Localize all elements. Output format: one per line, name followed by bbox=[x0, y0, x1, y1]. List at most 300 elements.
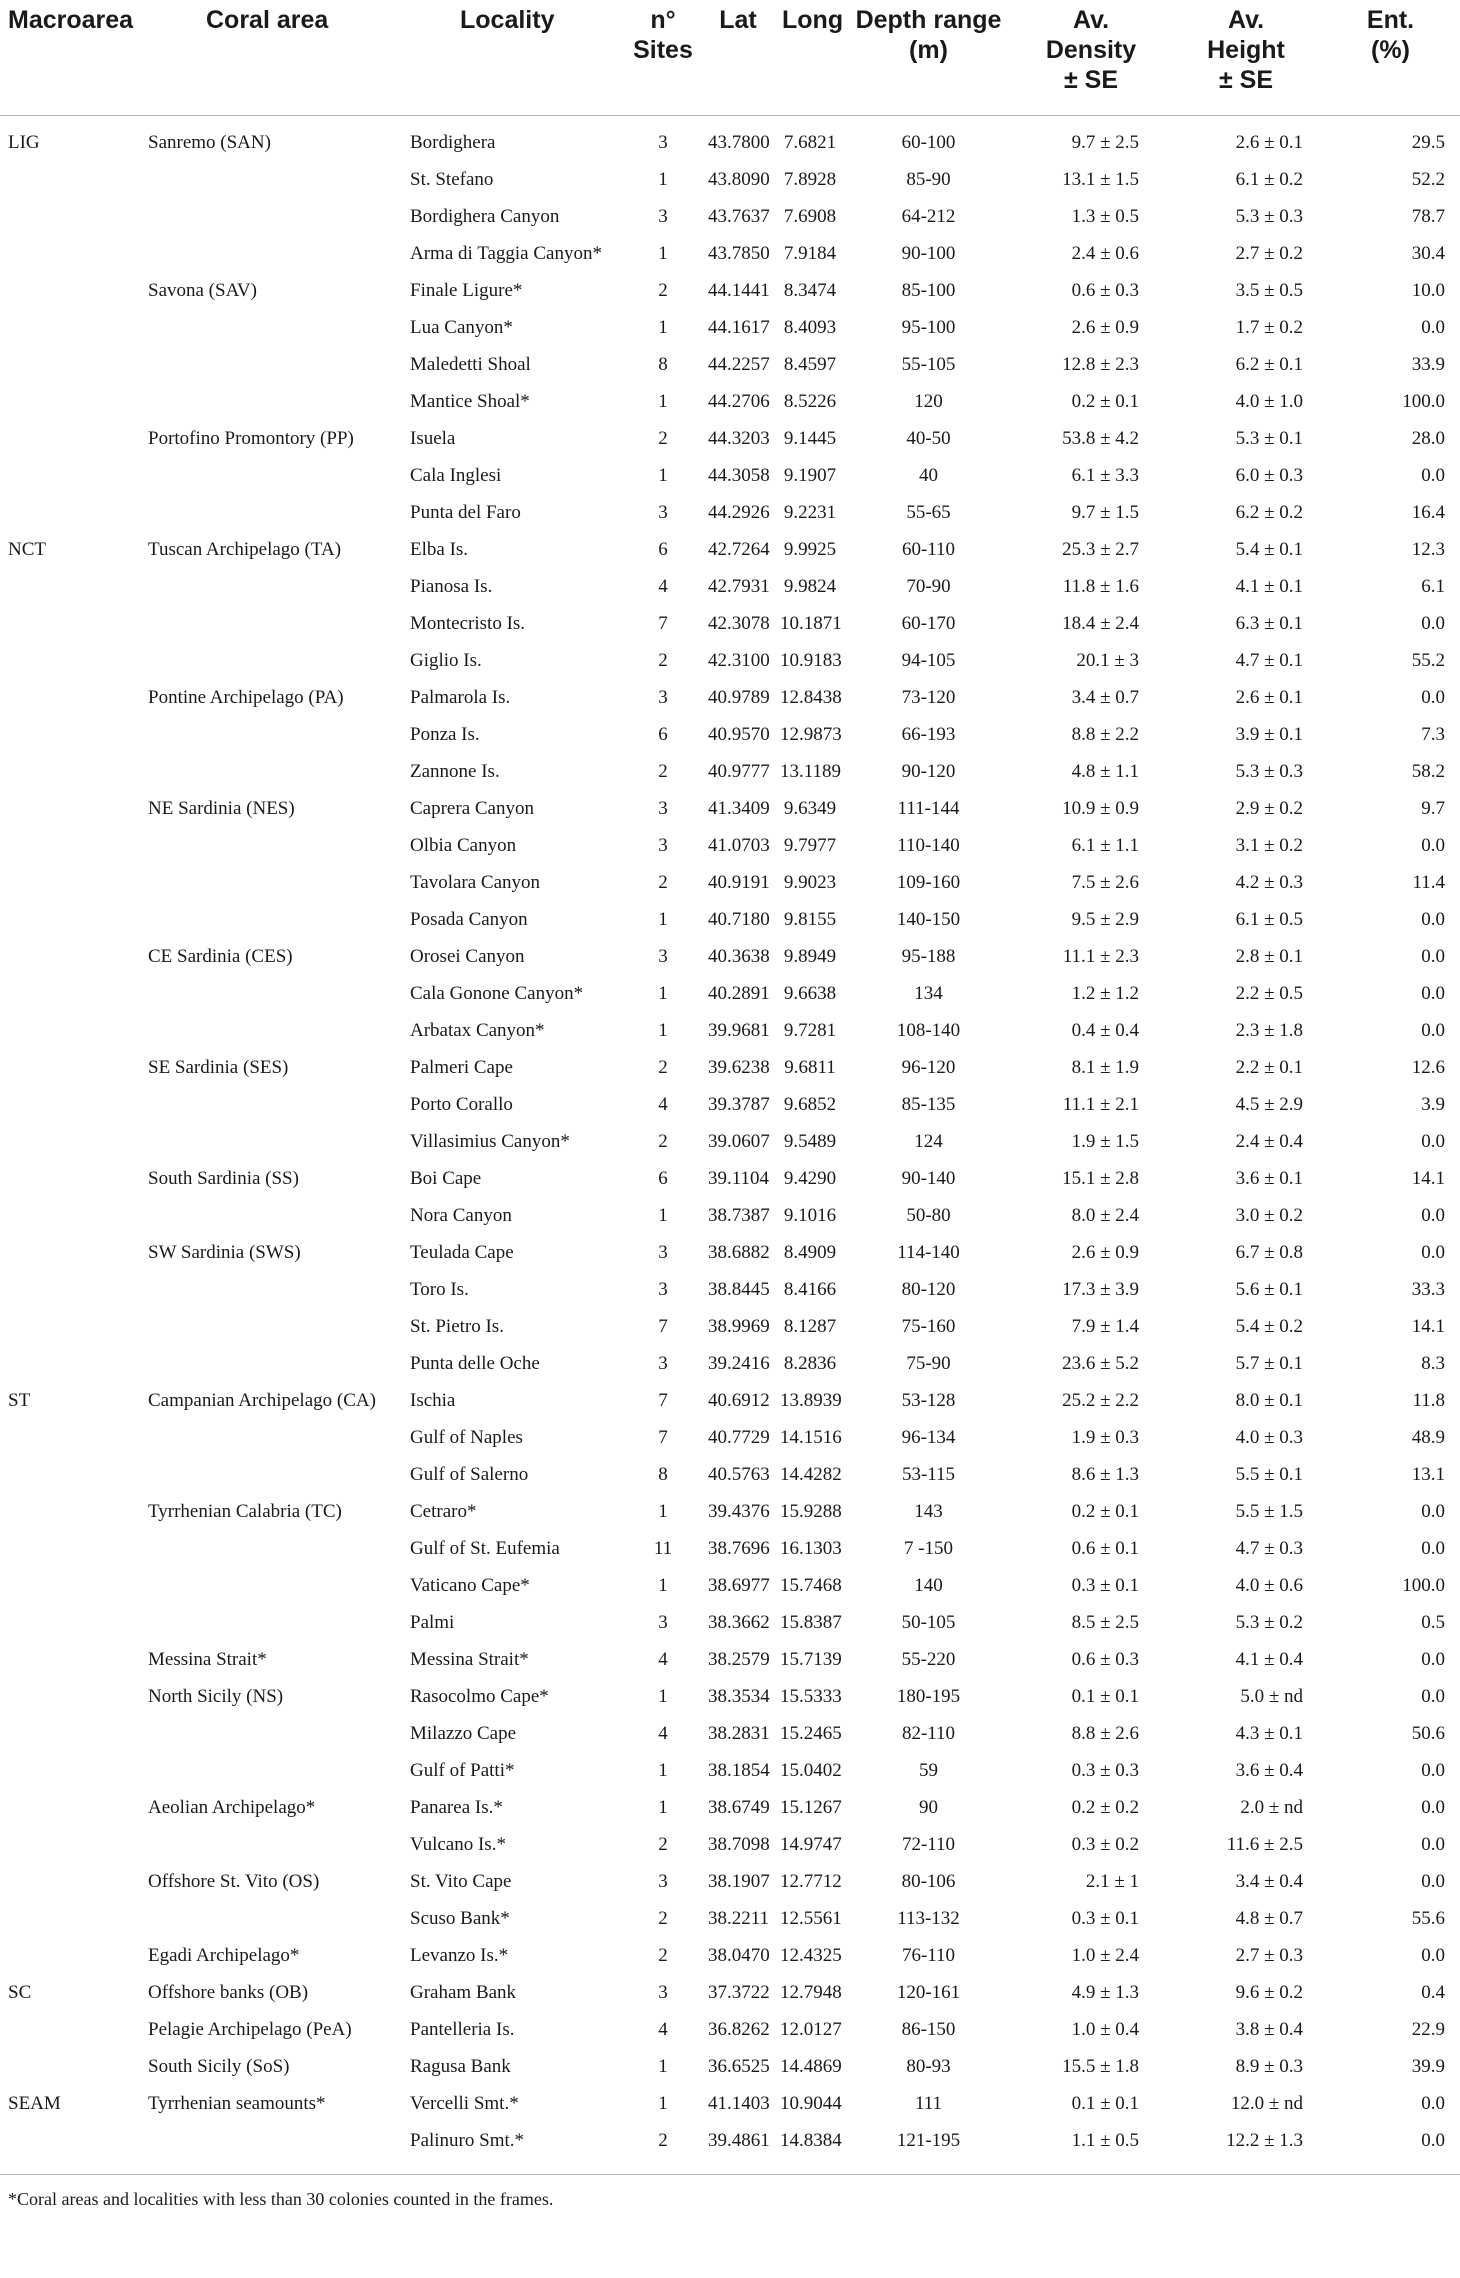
cell-depth-range: 80-93 bbox=[906, 2056, 951, 2077]
cell-locality: Arbatax Canyon* bbox=[410, 1020, 545, 1041]
cell-n-sites: 1 bbox=[658, 243, 668, 264]
cell-av-height: 6.1 ± 0.2 bbox=[1235, 169, 1303, 190]
cell-coral-area bbox=[140, 1197, 402, 1234]
cell-av-height: 4.7 ± 0.1 bbox=[1235, 650, 1303, 671]
cell-av-density: 9.7 ± 2.5 bbox=[1071, 132, 1139, 153]
cell-long: 8.1287 bbox=[783, 1316, 837, 1337]
table-row bbox=[0, 198, 1460, 235]
cell-n-sites: 3 bbox=[658, 1982, 668, 2003]
cell-long: 7.9184 bbox=[783, 243, 837, 264]
cell-coral-area bbox=[140, 1456, 402, 1493]
cell-long: 15.7468 bbox=[780, 1575, 842, 1596]
cell-long: 8.3474 bbox=[783, 280, 837, 301]
cell-ent: 22.9 bbox=[1411, 2019, 1445, 2040]
cell-coral-area bbox=[140, 568, 402, 605]
cell-long: 9.9824 bbox=[783, 576, 837, 597]
cell-macroarea: NCT bbox=[8, 539, 46, 560]
cell-macroarea bbox=[0, 272, 140, 309]
cell-macroarea bbox=[0, 494, 140, 531]
cell-macroarea bbox=[0, 1234, 140, 1271]
cell-av-height: 12.0 ± nd bbox=[1230, 2093, 1303, 2114]
cell-n-sites: 4 bbox=[658, 1649, 668, 1670]
cell-depth-range: 109-160 bbox=[896, 872, 961, 893]
cell-av-height: 5.4 ± 0.1 bbox=[1235, 539, 1303, 560]
cell-depth-range: 113-132 bbox=[897, 1908, 960, 1929]
cell-av-density: 8.6 ± 1.3 bbox=[1071, 1464, 1139, 1485]
cell-n-sites: 6 bbox=[658, 1168, 668, 1189]
cell-locality: Zannone Is. bbox=[410, 761, 500, 782]
cell-n-sites: 2 bbox=[658, 872, 668, 893]
cell-lat: 36.8262 bbox=[708, 2019, 770, 2040]
cell-coral-area bbox=[140, 975, 402, 1012]
cell-locality: Vulcano Is.* bbox=[410, 1834, 506, 1855]
cell-ent: 55.6 bbox=[1411, 1908, 1445, 1929]
cell-depth-range: 75-160 bbox=[901, 1316, 956, 1337]
cell-av-density: 8.1 ± 1.9 bbox=[1071, 1057, 1139, 1078]
cell-locality: Isuela bbox=[410, 428, 456, 449]
cell-n-sites: 1 bbox=[658, 1686, 668, 1707]
cell-locality: Orosei Canyon bbox=[410, 946, 525, 967]
cell-n-sites: 1 bbox=[658, 1797, 668, 1818]
cell-macroarea bbox=[0, 1160, 140, 1197]
cell-macroarea bbox=[0, 1900, 140, 1937]
cell-n-sites: 7 bbox=[658, 1316, 668, 1337]
cell-long: 15.0402 bbox=[780, 1760, 842, 1781]
table-row bbox=[0, 568, 1460, 605]
header-av-density: Av. Density ± SE bbox=[1011, 0, 1171, 116]
table-row bbox=[0, 309, 1460, 346]
cell-n-sites: 3 bbox=[658, 1242, 668, 1263]
cell-av-density: 25.2 ± 2.2 bbox=[1062, 1390, 1139, 1411]
cell-long: 14.8384 bbox=[774, 2122, 846, 2175]
cell-locality: St. Vito Cape bbox=[410, 1871, 512, 1892]
cell-coral-area bbox=[140, 1345, 402, 1382]
table-row bbox=[0, 235, 1460, 272]
table-row bbox=[0, 864, 1460, 901]
cell-av-density: 7.9 ± 1.4 bbox=[1071, 1316, 1139, 1337]
cell-coral-area bbox=[140, 346, 402, 383]
cell-av-density: 0.3 ± 0.1 bbox=[1071, 1908, 1139, 1929]
cell-lat: 40.2891 bbox=[708, 983, 770, 1004]
cell-lat: 40.5763 bbox=[708, 1464, 770, 1485]
cell-locality: Vercelli Smt.* bbox=[410, 2093, 519, 2114]
cell-av-density: 0.6 ± 0.3 bbox=[1071, 1649, 1139, 1670]
cell-av-height: 4.7 ± 0.3 bbox=[1235, 1538, 1303, 1559]
cell-av-density: 0.3 ± 0.1 bbox=[1071, 1575, 1139, 1596]
cell-ent: 14.1 bbox=[1411, 1316, 1445, 1337]
cell-av-density: 4.9 ± 1.3 bbox=[1071, 1982, 1139, 2003]
cell-macroarea bbox=[0, 1271, 140, 1308]
cell-n-sites: 2 bbox=[658, 1131, 668, 1152]
cell-n-sites: 6 bbox=[658, 539, 668, 560]
cell-depth-range: 96-134 bbox=[901, 1427, 956, 1448]
cell-av-height: 2.9 ± 0.2 bbox=[1235, 798, 1303, 819]
table-row bbox=[0, 1345, 1460, 1382]
cell-ent: 0.0 bbox=[1421, 1242, 1445, 1263]
cell-locality: Gulf of St. Eufemia bbox=[410, 1538, 560, 1559]
cell-n-sites: 3 bbox=[658, 835, 668, 856]
cell-macroarea: SEAM bbox=[8, 2093, 61, 2114]
cell-macroarea bbox=[0, 901, 140, 938]
table-row bbox=[0, 605, 1460, 642]
cell-coral-area: Tyrrhenian Calabria (TC) bbox=[148, 1501, 342, 1522]
cell-ent: 3.9 bbox=[1421, 1094, 1445, 1115]
cell-n-sites: 3 bbox=[658, 1279, 668, 1300]
cell-av-density: 7.5 ± 2.6 bbox=[1071, 872, 1139, 893]
table-row bbox=[0, 679, 1460, 716]
cell-long: 9.8949 bbox=[783, 946, 837, 967]
cell-av-density: 4.8 ± 1.1 bbox=[1071, 761, 1139, 782]
cell-lat: 44.1441 bbox=[708, 280, 770, 301]
cell-n-sites: 1 bbox=[658, 1575, 668, 1596]
cell-macroarea bbox=[0, 975, 140, 1012]
table-row bbox=[0, 1752, 1460, 1789]
cell-locality: Finale Ligure* bbox=[410, 280, 523, 301]
cell-macroarea bbox=[0, 1493, 140, 1530]
cell-long: 9.6811 bbox=[784, 1057, 836, 1078]
cell-lat: 42.3100 bbox=[708, 650, 770, 671]
cell-depth-range: 94-105 bbox=[901, 650, 956, 671]
cell-av-height: 8.9 ± 0.3 bbox=[1235, 2056, 1303, 2077]
cell-lat: 39.3787 bbox=[708, 1094, 770, 1115]
cell-av-height: 6.2 ± 0.1 bbox=[1235, 354, 1303, 375]
cell-av-height: 6.1 ± 0.5 bbox=[1235, 909, 1303, 930]
cell-coral-area: SE Sardinia (SES) bbox=[148, 1057, 289, 1078]
cell-av-height: 5.0 ± nd bbox=[1240, 1686, 1303, 1707]
header-av-height: Av. Height ± SE bbox=[1171, 0, 1321, 116]
cell-macroarea bbox=[0, 716, 140, 753]
cell-av-height: 2.6 ± 0.1 bbox=[1235, 687, 1303, 708]
cell-long: 9.7281 bbox=[783, 1020, 837, 1041]
cell-locality: Nora Canyon bbox=[410, 1205, 512, 1226]
cell-av-density: 12.8 ± 2.3 bbox=[1062, 354, 1139, 375]
cell-lat: 38.2831 bbox=[708, 1723, 770, 1744]
cell-av-height: 4.8 ± 0.7 bbox=[1235, 1908, 1303, 1929]
cell-av-height: 5.5 ± 0.1 bbox=[1235, 1464, 1303, 1485]
cell-macroarea bbox=[0, 1086, 140, 1123]
cell-ent: 0.0 bbox=[1421, 1020, 1445, 1041]
cell-n-sites: 4 bbox=[658, 1094, 668, 1115]
cell-long: 9.9023 bbox=[783, 872, 837, 893]
cell-depth-range: 76-110 bbox=[901, 1945, 956, 1966]
cell-av-density: 0.2 ± 0.2 bbox=[1071, 1797, 1139, 1818]
cell-long: 14.4869 bbox=[780, 2056, 842, 2077]
cell-macroarea bbox=[0, 1345, 140, 1382]
cell-av-height: 2.6 ± 0.1 bbox=[1235, 132, 1303, 153]
cell-long: 14.4282 bbox=[780, 1464, 842, 1485]
cell-long: 7.6908 bbox=[783, 206, 837, 227]
cell-locality: Palmi bbox=[410, 1612, 455, 1633]
cell-depth-range: 90-140 bbox=[901, 1168, 956, 1189]
cell-av-height: 4.0 ± 1.0 bbox=[1235, 391, 1303, 412]
cell-long: 14.1516 bbox=[780, 1427, 842, 1448]
cell-coral-area bbox=[140, 1308, 402, 1345]
cell-ent: 11.4 bbox=[1412, 872, 1445, 893]
cell-depth-range: 90-120 bbox=[901, 761, 956, 782]
cell-lat: 37.3722 bbox=[708, 1982, 770, 2003]
cell-locality: Caprera Canyon bbox=[410, 798, 534, 819]
cell-n-sites: 7 bbox=[658, 1427, 668, 1448]
cell-long: 8.4909 bbox=[783, 1242, 837, 1263]
header-locality: Locality bbox=[402, 0, 624, 116]
cell-macroarea bbox=[0, 1937, 140, 1974]
table-row bbox=[0, 1456, 1460, 1493]
cell-long: 8.4093 bbox=[783, 317, 837, 338]
cell-av-density: 0.6 ± 0.1 bbox=[1071, 1538, 1139, 1559]
cell-ent: 10.0 bbox=[1411, 280, 1445, 301]
table-row bbox=[0, 1160, 1460, 1197]
table-row bbox=[0, 1789, 1460, 1826]
cell-coral-area bbox=[140, 827, 402, 864]
cell-n-sites: 7 bbox=[658, 613, 668, 634]
cell-av-height: 4.0 ± 0.6 bbox=[1235, 1575, 1303, 1596]
cell-av-density: 20.1 ± 3 bbox=[1076, 650, 1139, 671]
cell-ent: 0.0 bbox=[1421, 835, 1445, 856]
cell-av-density: 15.5 ± 1.8 bbox=[1062, 2056, 1139, 2077]
cell-long: 13.1189 bbox=[780, 761, 842, 782]
cell-depth-range: 75-90 bbox=[906, 1353, 951, 1374]
cell-n-sites: 4 bbox=[658, 1723, 668, 1744]
cell-macroarea bbox=[0, 1012, 140, 1049]
cell-coral-area bbox=[140, 1826, 402, 1863]
cell-lat: 39.1104 bbox=[708, 1168, 770, 1189]
cell-av-height: 3.8 ± 0.4 bbox=[1235, 2019, 1303, 2040]
table-row bbox=[0, 1419, 1460, 1456]
cell-locality: Arma di Taggia Canyon* bbox=[410, 243, 602, 264]
cell-coral-area bbox=[140, 1086, 402, 1123]
cell-locality: Toro Is. bbox=[410, 1279, 469, 1300]
cell-ent: 0.0 bbox=[1421, 465, 1445, 486]
cell-av-height: 3.1 ± 0.2 bbox=[1235, 835, 1303, 856]
cell-av-height: 1.7 ± 0.2 bbox=[1235, 317, 1303, 338]
cell-locality: Panarea Is.* bbox=[410, 1797, 503, 1818]
cell-depth-range: 70-90 bbox=[906, 576, 951, 597]
cell-depth-range: 55-65 bbox=[906, 502, 951, 523]
table-body bbox=[0, 116, 1460, 2175]
cell-long: 10.1871 bbox=[780, 613, 842, 634]
cell-n-sites: 8 bbox=[658, 1464, 668, 1485]
cell-long: 9.8155 bbox=[783, 909, 837, 930]
table-row bbox=[0, 272, 1460, 309]
table-row bbox=[0, 494, 1460, 531]
cell-av-height: 3.4 ± 0.4 bbox=[1235, 1871, 1303, 1892]
cell-macroarea bbox=[0, 1641, 140, 1678]
cell-long: 9.6349 bbox=[783, 798, 837, 819]
cell-ent: 58.2 bbox=[1411, 761, 1445, 782]
cell-coral-area bbox=[140, 901, 402, 938]
cell-av-height: 4.1 ± 0.4 bbox=[1235, 1649, 1303, 1670]
table-row bbox=[0, 1012, 1460, 1049]
cell-lat: 44.2926 bbox=[708, 502, 770, 523]
cell-ent: 39.9 bbox=[1411, 2056, 1445, 2077]
header-n-sites: n° Sites bbox=[624, 0, 702, 116]
table-row bbox=[0, 1308, 1460, 1345]
cell-long: 9.6638 bbox=[783, 983, 837, 1004]
cell-n-sites: 2 bbox=[658, 1908, 668, 1929]
cell-av-density: 0.2 ± 0.1 bbox=[1071, 391, 1139, 412]
cell-av-density: 8.0 ± 2.4 bbox=[1071, 1205, 1139, 1226]
cell-n-sites: 11 bbox=[653, 1538, 673, 1559]
cell-coral-area: Tyrrhenian seamounts* bbox=[148, 2093, 326, 2114]
cell-locality: Mantice Shoal* bbox=[410, 391, 530, 412]
cell-lat: 40.9570 bbox=[708, 724, 770, 745]
cell-macroarea bbox=[0, 1826, 140, 1863]
cell-av-height: 3.9 ± 0.1 bbox=[1235, 724, 1303, 745]
cell-long: 12.7948 bbox=[780, 1982, 842, 2003]
cell-av-density: 18.4 ± 2.4 bbox=[1062, 613, 1139, 634]
cell-n-sites: 3 bbox=[658, 798, 668, 819]
cell-coral-area: Egadi Archipelago* bbox=[148, 1945, 300, 1966]
cell-av-density: 25.3 ± 2.7 bbox=[1062, 539, 1139, 560]
cell-long: 15.9288 bbox=[780, 1501, 842, 1522]
cell-coral-area: CE Sardinia (CES) bbox=[148, 946, 293, 967]
cell-n-sites: 1 bbox=[658, 1205, 668, 1226]
cell-lat: 40.3638 bbox=[708, 946, 770, 967]
cell-depth-range: 64-212 bbox=[901, 206, 956, 227]
cell-depth-range: 95-100 bbox=[901, 317, 956, 338]
cell-lat: 41.0703 bbox=[708, 835, 770, 856]
cell-lat: 42.7264 bbox=[708, 539, 770, 560]
cell-coral-area: Sanremo (SAN) bbox=[148, 132, 271, 153]
cell-locality: Villasimius Canyon* bbox=[410, 1131, 570, 1152]
cell-av-density: 0.3 ± 0.3 bbox=[1071, 1760, 1139, 1781]
cell-ent: 14.1 bbox=[1411, 1168, 1445, 1189]
cell-ent: 9.7 bbox=[1421, 798, 1445, 819]
cell-macroarea: ST bbox=[8, 1390, 31, 1411]
cell-av-density: 23.6 ± 5.2 bbox=[1062, 1353, 1139, 1374]
cell-av-height: 4.0 ± 0.3 bbox=[1235, 1427, 1303, 1448]
cell-av-height: 4.5 ± 2.9 bbox=[1235, 1094, 1303, 1115]
cell-av-height: 3.6 ± 0.4 bbox=[1235, 1760, 1303, 1781]
table-row bbox=[0, 1086, 1460, 1123]
cell-av-density: 1.3 ± 0.5 bbox=[1071, 206, 1139, 227]
cell-locality: Punta delle Oche bbox=[410, 1353, 540, 1374]
cell-long: 9.5489 bbox=[783, 1131, 837, 1152]
cell-macroarea bbox=[0, 568, 140, 605]
table-row bbox=[0, 1974, 1460, 2011]
table-row bbox=[0, 827, 1460, 864]
cell-locality: Palmarola Is. bbox=[410, 687, 511, 708]
cell-locality: Rasocolmo Cape* bbox=[410, 1686, 549, 1707]
cell-av-height: 2.2 ± 0.5 bbox=[1235, 983, 1303, 1004]
cell-coral-area bbox=[140, 494, 402, 531]
cell-av-density: 17.3 ± 3.9 bbox=[1062, 1279, 1139, 1300]
cell-ent: 30.4 bbox=[1411, 243, 1445, 264]
cell-long: 9.7977 bbox=[783, 835, 837, 856]
cell-av-density: 0.3 ± 0.2 bbox=[1071, 1834, 1139, 1855]
cell-lat: 44.3203 bbox=[708, 428, 770, 449]
cell-lat: 39.4861 bbox=[702, 2122, 774, 2175]
cell-ent: 55.2 bbox=[1411, 650, 1445, 671]
cell-coral-area: South Sicily (SoS) bbox=[148, 2056, 290, 2077]
cell-av-density: 3.4 ± 0.7 bbox=[1071, 687, 1139, 708]
cell-n-sites: 6 bbox=[658, 724, 668, 745]
cell-ent: 16.4 bbox=[1411, 502, 1445, 523]
cell-depth-range: 114-140 bbox=[897, 1242, 960, 1263]
cell-macroarea bbox=[0, 1567, 140, 1604]
cell-ent: 29.5 bbox=[1411, 132, 1445, 153]
cell-locality: Bordighera Canyon bbox=[410, 206, 560, 227]
cell-depth-range: 143 bbox=[914, 1501, 943, 1522]
table-header bbox=[0, 0, 1460, 116]
cell-long: 14.9747 bbox=[780, 1834, 842, 1855]
cell-depth-range: 111 bbox=[914, 2093, 943, 2114]
cell-depth-range: 85-90 bbox=[906, 169, 951, 190]
cell-macroarea bbox=[0, 1863, 140, 1900]
cell-lat: 38.8445 bbox=[708, 1279, 770, 1300]
cell-depth-range: 55-105 bbox=[901, 354, 956, 375]
cell-coral-area: NE Sardinia (NES) bbox=[148, 798, 295, 819]
cell-av-density: 9.5 ± 2.9 bbox=[1071, 909, 1139, 930]
cell-ent: 48.9 bbox=[1411, 1427, 1445, 1448]
cell-long: 12.0127 bbox=[780, 2019, 842, 2040]
cell-av-height: 5.3 ± 0.3 bbox=[1235, 206, 1303, 227]
cell-ent: 6.1 bbox=[1421, 576, 1445, 597]
table-row bbox=[0, 1715, 1460, 1752]
cell-depth-range: 121-195 bbox=[846, 2122, 1011, 2175]
table-row bbox=[0, 2122, 1460, 2175]
cell-locality: St. Pietro Is. bbox=[410, 1316, 504, 1337]
cell-coral-area: Messina Strait* bbox=[148, 1649, 267, 1670]
cell-ent: 0.0 bbox=[1421, 983, 1445, 1004]
table-row bbox=[0, 1271, 1460, 1308]
cell-ent: 100.0 bbox=[1402, 391, 1445, 412]
cell-macroarea bbox=[0, 1678, 140, 1715]
table-row bbox=[0, 1567, 1460, 1604]
cell-av-height: 2.2 ± 0.1 bbox=[1235, 1057, 1303, 1078]
cell-av-density: 0.1 ± 0.1 bbox=[1071, 2093, 1139, 2114]
cell-long: 12.9873 bbox=[780, 724, 842, 745]
cell-n-sites: 1 bbox=[658, 2056, 668, 2077]
cell-depth-range: 111-144 bbox=[897, 798, 960, 819]
cell-n-sites: 1 bbox=[658, 1760, 668, 1781]
cell-coral-area: Campanian Archipelago (CA) bbox=[148, 1390, 376, 1411]
cell-depth-range: 108-140 bbox=[896, 1020, 961, 1041]
cell-av-height: 2.0 ± nd bbox=[1240, 1797, 1303, 1818]
cell-depth-range: 86-150 bbox=[901, 2019, 956, 2040]
header-depth-range: Depth range (m) bbox=[846, 0, 1011, 116]
cell-coral-area bbox=[140, 1419, 402, 1456]
cell-locality: Palinuro Smt.* bbox=[402, 2122, 624, 2175]
table-row bbox=[0, 901, 1460, 938]
cell-coral-area bbox=[140, 642, 402, 679]
cell-long: 9.1016 bbox=[783, 1205, 837, 1226]
cell-av-height: 5.5 ± 1.5 bbox=[1235, 1501, 1303, 1522]
cell-av-height: 3.6 ± 0.1 bbox=[1235, 1168, 1303, 1189]
table-row bbox=[0, 1530, 1460, 1567]
cell-macroarea bbox=[0, 753, 140, 790]
cell-n-sites: 3 bbox=[658, 1871, 668, 1892]
cell-depth-range: 40 bbox=[919, 465, 938, 486]
cell-ent: 8.3 bbox=[1421, 1353, 1445, 1374]
cell-depth-range: 59 bbox=[919, 1760, 938, 1781]
cell-macroarea bbox=[0, 235, 140, 272]
cell-coral-area bbox=[140, 1752, 402, 1789]
cell-long: 9.1445 bbox=[783, 428, 837, 449]
cell-lat: 44.2257 bbox=[708, 354, 770, 375]
cell-coral-area: Savona (SAV) bbox=[148, 280, 257, 301]
table-row bbox=[0, 457, 1460, 494]
cell-av-density: 1.0 ± 0.4 bbox=[1071, 2019, 1139, 2040]
cell-locality: Maledetti Shoal bbox=[410, 354, 531, 375]
cell-ent: 12.3 bbox=[1411, 539, 1445, 560]
cell-macroarea bbox=[0, 642, 140, 679]
cell-macroarea bbox=[0, 1456, 140, 1493]
cell-locality: Cala Gonone Canyon* bbox=[410, 983, 584, 1004]
table-row bbox=[0, 1863, 1460, 1900]
cell-depth-range: 120 bbox=[914, 391, 943, 412]
cell-lat: 40.7180 bbox=[708, 909, 770, 930]
